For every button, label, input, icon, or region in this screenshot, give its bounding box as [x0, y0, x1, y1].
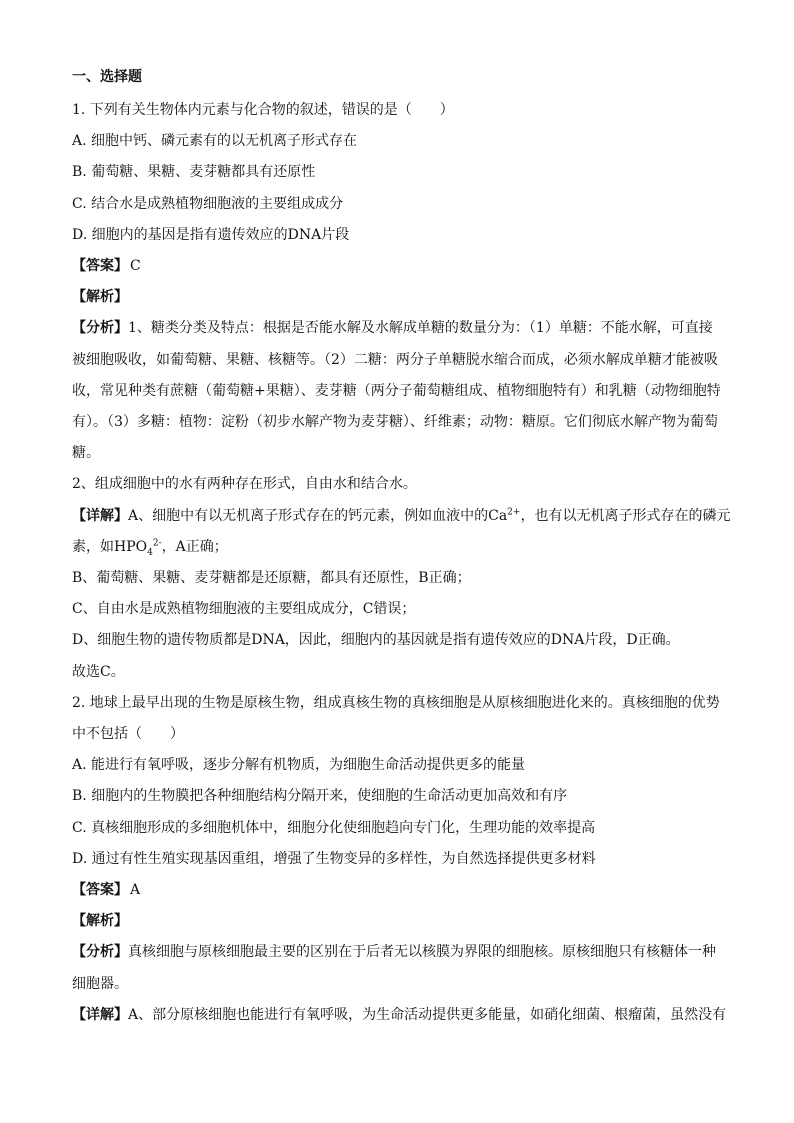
q2-option-b: B. 细胞内的生物膜把各种细胞结构分隔开来，使细胞的生命活动更加高效和有序 — [72, 788, 568, 805]
q1-xiangjie-c: C、自由水是成熟植物细胞液的主要组成成分，C错误； — [72, 601, 416, 618]
q2-option-d: D. 通过有性生殖实现基因重组，增强了生物变异的多样性，为自然选择提供更多材料 — [72, 850, 596, 867]
q2-analysis-tag: 【解析】 — [72, 913, 128, 930]
q2-stem-line-1: 2. 地球上最早出现的生物是原核生物，组成真核生物的真核细胞是从原核细胞进化来的。真核细胞的优势 — [72, 694, 720, 711]
q1-fenxi-tag: 【分析】 — [72, 320, 128, 337]
q1-fenxi-line-6: 2、组成细胞中的水有两种存在形式，自由水和结合水。 — [72, 476, 417, 493]
q2-stem-line-2: 中不包括（ ） — [72, 726, 184, 743]
document-page — [72, 64, 732, 1031]
q1-xiangjie-line-1 — [72, 501, 732, 532]
q2-fenxi-text-1: 真核细胞与原核细胞最主要的区别在于后者无以核膜为界限的细胞核。原核细胞只有核糖体一种 — [128, 944, 716, 961]
q2-option-a: A. 能进行有氧呼吸，逐步分解有机物质，为细胞生命活动提供更多的能量 — [72, 757, 526, 774]
q1-fenxi-line-2: 被细胞吸收，如葡萄糖、果糖、核糖等。（2）二糖：两分子单糖脱水缩合而成，必须水解成单糖才能被吸 — [72, 351, 718, 368]
q1-answer-tag: 【答案】 — [72, 258, 128, 275]
question-1 — [72, 95, 732, 688]
q1-xj-a-text-2: ，也有以无机离子形式存在的磷元 — [520, 507, 731, 524]
q2-fenxi-line-2: 细胞器。 — [72, 975, 128, 992]
q1-xiangjie-d: D、细胞生物的遗传物质都是DNA，因此，细胞内的基因就是指有遗传效应的DNA片段，D正确。 — [72, 632, 680, 649]
question-1-stem: 1. 下列有关生物体内元素与化合物的叙述，错误的是（ ） — [72, 102, 454, 118]
q2-xiangjie-line-1 — [72, 1000, 732, 1031]
q1-option-a: A. 细胞中钙、磷元素有的以无机离子形式存在 — [72, 133, 358, 150]
q1-xj-a-text-1: A、细胞中有以无机离子形式存在的钙元素，例如血液中的Ca — [128, 507, 508, 524]
q1-fenxi-text-1: 1、糖类分类及特点：根据是否能水解及水解成单糖的数量分为：（1）单糖：不能水解，可直接 — [128, 320, 713, 337]
q1-xj-a-sub: 4 — [147, 547, 153, 558]
q1-xiangjie-line-2 — [72, 532, 732, 563]
q1-option-d: D. 细胞内的基因是指有遗传效应的DNA片段 — [72, 226, 350, 243]
q2-answer-value: A — [130, 882, 141, 899]
q1-xiangjie-b: B、葡萄糖、果糖、麦芽糖都是还原糖，都具有还原性，B正确； — [72, 570, 471, 587]
q1-xj-a-sup-1: 2+ — [507, 506, 521, 517]
q1-xj-a-sup-2: 2- — [152, 538, 162, 549]
q1-answer-value: C — [130, 258, 141, 275]
q2-fenxi-tag: 【分析】 — [72, 944, 128, 961]
question-2 — [72, 688, 732, 1031]
q1-answer — [72, 251, 732, 282]
q2-fenxi-line-1 — [72, 937, 732, 968]
q2-answer-tag: 【答案】 — [72, 882, 128, 899]
q1-fenxi-line-3: 收，常见种类有蔗糖（葡萄糖+果糖）、麦芽糖（两分子葡萄糖组成、植物细胞特有）和乳糖（动物细胞特 — [72, 382, 721, 399]
q2-answer — [72, 875, 732, 906]
q1-xj-a-text-4: ，A正确； — [161, 538, 228, 555]
q1-fenxi-line-4: 有）。（3）多糖：植物：淀粉（初步水解产物为麦芽糖）、纤维素；动物：糖原。它们彻底水解产物为葡萄 — [72, 414, 718, 431]
q1-xj-a-text-3: 素，如HPO — [72, 538, 148, 555]
q1-option-c: C. 结合水是成熟植物细胞液的主要组成成分 — [72, 195, 344, 212]
q2-xiangjie-tag: 【详解】 — [72, 1006, 128, 1023]
section-title: 一、选择题 — [72, 69, 142, 85]
q1-fenxi-line-5: 糖。 — [72, 445, 100, 462]
q1-analysis-tag: 【解析】 — [72, 289, 128, 306]
q1-xiangjie-tag: 【详解】 — [72, 507, 128, 524]
q1-conclusion: 故选C。 — [72, 663, 125, 680]
q2-xj-text: A、部分原核细胞也能进行有氧呼吸，为生命活动提供更多能量，如硝化细菌、根瘤菌，虽然没有 — [128, 1006, 727, 1023]
q1-option-b: B. 葡萄糖、果糖、麦芽糖都具有还原性 — [72, 164, 316, 181]
q2-option-c: C. 真核细胞形成的多细胞机体中，细胞分化使细胞趋向专门化，生理功能的效率提高 — [72, 819, 596, 836]
q1-fenxi-line-1 — [72, 313, 732, 344]
